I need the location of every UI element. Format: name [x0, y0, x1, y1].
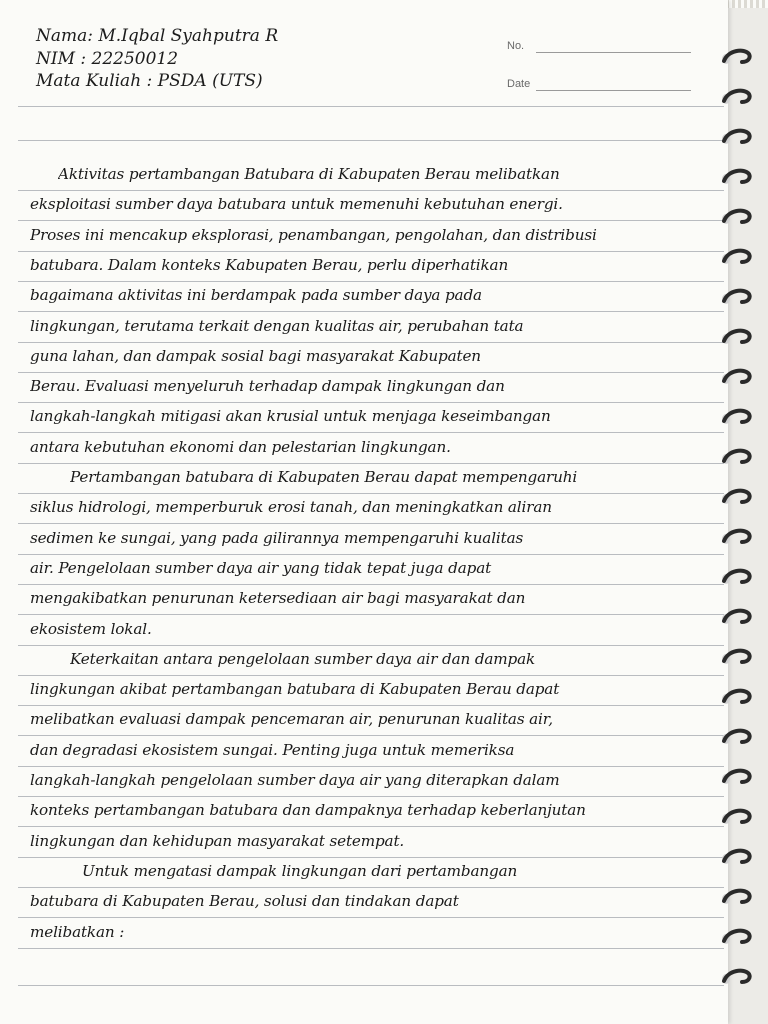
spiral-ring-icon [718, 128, 752, 150]
ruled-line [18, 281, 724, 282]
spiral-ring-icon [718, 888, 752, 910]
handwritten-line: guna lahan, dan dampak sosial bagi masyarakat Kabupaten [30, 346, 481, 365]
handwritten-line: langkah-langkah mitigasi akan krusial untuk menjaga keseimbangan [30, 407, 551, 426]
ruled-line [18, 705, 724, 706]
ruled-line [18, 917, 724, 918]
spiral-ring-icon [718, 728, 752, 750]
ruled-line [18, 402, 724, 403]
ruled-line [18, 106, 724, 107]
ruled-line [18, 826, 724, 827]
spiral-ring-icon [718, 328, 752, 350]
handwritten-line: Proses ini mencakup eksplorasi, penambangan, pengolahan, dan distribusi [30, 225, 597, 244]
date-label: Date [507, 78, 531, 90]
spiral-ring-icon [718, 488, 752, 510]
handwritten-line: lingkungan akibat pertambangan batubara di Kabupaten Berau dapat [30, 680, 560, 699]
ruled-line [18, 432, 724, 433]
handwritten-line: Aktivitas pertambangan Batubara di Kabupaten Berau melibatkan [58, 165, 560, 183]
spiral-ring-icon [718, 368, 752, 390]
spiral-ring-icon [718, 408, 752, 430]
spiral-ring-icon [718, 688, 752, 710]
spiral-ring-icon [718, 528, 752, 550]
handwritten-line: bagaimana aktivitas ini berdampak pada sumber daya pada [30, 286, 482, 305]
spiral-ring-icon [718, 608, 752, 630]
no-label: No. [507, 40, 525, 52]
ruled-line [18, 645, 724, 646]
handwritten-line: melibatkan : [30, 922, 125, 941]
ruled-line [18, 766, 724, 767]
ruled-line [18, 463, 724, 464]
handwritten-line: Keterkaitan antara pengelolaan sumber daya air dan dampak [70, 649, 536, 668]
ruled-line [18, 857, 724, 858]
handwritten-line: siklus hidrologi, memperburuk erosi tanah, dan meningkatkan aliran [30, 498, 552, 517]
ruled-line [18, 311, 724, 312]
handwritten-line: lingkungan dan kehidupan masyarakat setempat. [30, 831, 405, 850]
spiral-binding [712, 0, 768, 1024]
handwritten-line: lingkungan, terutama terkait dengan kualitas air, perubahan tata [30, 316, 524, 335]
ruled-line [18, 251, 724, 252]
handwritten-line: ekosistem lokal. [30, 619, 152, 638]
ruled-line [18, 342, 724, 343]
ruled-line [18, 796, 724, 797]
handwritten-line: dan degradasi ekosistem sungai. Penting juga untuk memeriksa [30, 740, 515, 759]
handwritten-line: batubara di Kabupaten Berau, solusi dan tindakan dapat [30, 892, 459, 911]
student-nim: NIM : 22250012 [36, 49, 179, 69]
ruled-line [18, 614, 724, 615]
ruled-line [18, 887, 724, 888]
handwritten-line: eksploitasi sumber daya batubara untuk memenuhi kebutuhan energi. [30, 195, 563, 214]
spiral-ring-icon [718, 88, 752, 110]
ruled-line [18, 985, 724, 986]
spiral-ring-icon [718, 168, 752, 190]
ruled-line [18, 554, 724, 555]
spiral-ring-icon [718, 928, 752, 950]
date-field-line [536, 90, 691, 91]
handwritten-line: konteks pertambangan batubara dan dampaknya terhadap keberlanjutan [30, 801, 586, 820]
ruled-line [18, 523, 724, 524]
handwritten-line: sedimen ke sungai, yang pada gilirannya mempengaruhi kualitas [30, 528, 524, 547]
spiral-ring-icon [718, 208, 752, 230]
handwritten-line: antara kebutuhan ekonomi dan pelestarian lingkungan. [30, 437, 451, 456]
ruled-line [18, 948, 724, 949]
ruled-line [18, 190, 724, 191]
handwritten-line: melibatkan evaluasi dampak pencemaran air, penurunan kualitas air, [30, 710, 553, 729]
handwritten-line: air. Pengelolaan sumber daya air yang tidak tepat juga dapat [30, 558, 492, 577]
handwritten-line: Pertambangan batubara di Kabupaten Berau dapat mempengaruhi [70, 468, 578, 486]
spiral-ring-icon [718, 248, 752, 270]
spiral-ring-icon [718, 968, 752, 990]
handwritten-line: langkah-langkah pengelolaan sumber daya air yang diterapkan dalam [30, 771, 560, 789]
ruled-line [18, 735, 724, 736]
spiral-ring-icon [718, 808, 752, 830]
student-name: Nama: M.Iqbal Syahputra R [36, 26, 279, 46]
spiral-ring-icon [718, 288, 752, 310]
spiral-ring-icon [718, 648, 752, 670]
ruled-line [18, 584, 724, 585]
spiral-ring-icon [718, 568, 752, 590]
course-name: Mata Kuliah : PSDA (UTS) [36, 71, 263, 91]
handwritten-line: batubara. Dalam konteks Kabupaten Berau, perlu diperhatikan [30, 255, 509, 274]
spiral-ring-icon [718, 768, 752, 790]
ruled-line [18, 372, 724, 373]
ruled-line [18, 140, 724, 141]
spiral-ring-icon [718, 448, 752, 470]
no-field-line [536, 52, 691, 53]
ruled-line [18, 220, 724, 221]
handwritten-line: Untuk mengatasi dampak lingkungan dari pertambangan [82, 861, 518, 880]
ruled-line [18, 675, 724, 676]
handwritten-line: mengakibatkan penurunan ketersediaan air bagi masyarakat dan [30, 589, 526, 608]
ruled-line [18, 493, 724, 494]
spiral-ring-icon [718, 48, 752, 70]
spiral-ring-icon [718, 848, 752, 870]
handwritten-line: Berau. Evaluasi menyeluruh terhadap dampak lingkungan dan [30, 377, 505, 396]
